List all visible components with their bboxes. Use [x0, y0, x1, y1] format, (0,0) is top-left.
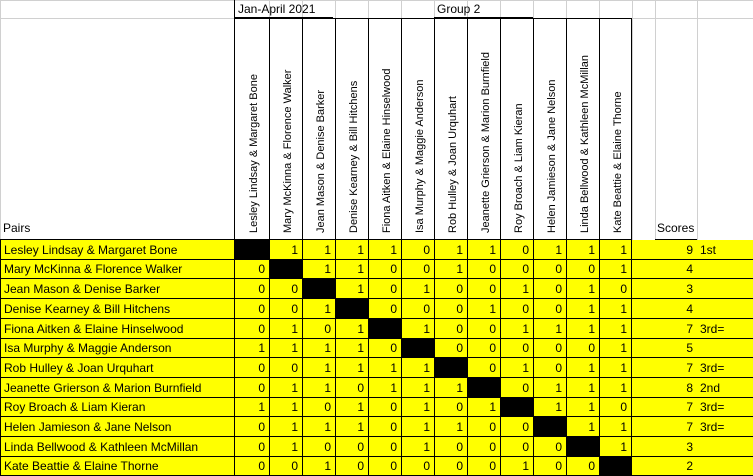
column-header-label: Roy Broach & Liam Kieran — [513, 103, 525, 233]
result-cell: 1 — [401, 417, 434, 437]
result-cell: 1 — [401, 279, 434, 299]
scores-header-label: Scores — [657, 221, 695, 235]
column-header — [467, 18, 500, 240]
pair-name-cell: Lesley Lindsay & Margaret Bone — [0, 240, 234, 260]
result-cell: 1 — [599, 260, 632, 279]
result-cell: 1 — [599, 378, 632, 398]
result-cell: 1 — [467, 240, 500, 260]
result-cell: 1 — [533, 319, 566, 339]
period-label: Jan-April 2021 — [234, 0, 333, 18]
result-cell: 0 — [500, 417, 533, 437]
column-header — [401, 18, 434, 240]
result-cell: 1 — [335, 398, 368, 417]
column-header-label: Helen Jamieson & Jane Nelson — [546, 79, 558, 233]
result-cell: 0 — [269, 358, 302, 378]
result-cell: 0 — [500, 437, 533, 457]
result-cell: 1 — [335, 279, 368, 299]
diagonal-cell — [401, 339, 434, 358]
result-cell: 1 — [302, 339, 335, 358]
rank-cell: 2nd — [697, 378, 753, 398]
result-cell: 0 — [234, 358, 269, 378]
result-cell: 0 — [401, 299, 434, 319]
result-cell: 0 — [368, 417, 401, 437]
column-header — [434, 18, 467, 240]
result-cell: 0 — [599, 398, 632, 417]
result-cell: 0 — [533, 358, 566, 378]
result-cell: 0 — [533, 339, 566, 358]
diagonal-cell — [500, 398, 533, 417]
rank-cell: 3rd= — [697, 398, 753, 417]
result-cell: 0 — [467, 457, 500, 476]
rank-cell — [697, 260, 753, 279]
gridline-horizontal — [0, 0, 753, 1]
result-cell: 1 — [467, 299, 500, 319]
result-cell: 1 — [335, 240, 368, 260]
result-cell: 0 — [401, 457, 434, 476]
result-cell: 1 — [302, 358, 335, 378]
result-cell: 0 — [533, 437, 566, 457]
result-cell: 1 — [302, 457, 335, 476]
result-cell: 0 — [368, 260, 401, 279]
result-cell: 0 — [335, 437, 368, 457]
scores-header — [655, 18, 697, 240]
result-cell: 1 — [335, 319, 368, 339]
result-cell: 0 — [533, 299, 566, 319]
diagonal-cell — [335, 299, 368, 319]
rank-cell: 3rd= — [697, 417, 753, 437]
result-cell: 1 — [335, 339, 368, 358]
rank-cell — [697, 457, 753, 476]
result-cell: 1 — [335, 417, 368, 437]
result-cell: 0 — [434, 457, 467, 476]
result-cell: 1 — [335, 260, 368, 279]
pair-name-cell: Helen Jamieson & Jane Nelson — [0, 417, 234, 437]
rank-cell — [697, 299, 753, 319]
score-cell: 3 — [655, 279, 697, 299]
result-cell: 0 — [368, 457, 401, 476]
result-cell: 0 — [434, 437, 467, 457]
result-cell: 0 — [533, 260, 566, 279]
result-cell: 0 — [500, 339, 533, 358]
result-cell: 0 — [335, 378, 368, 398]
result-cell: 0 — [368, 299, 401, 319]
result-cell: 0 — [467, 260, 500, 279]
spacer-cell — [632, 437, 655, 457]
spacer-cell — [632, 398, 655, 417]
result-cell: 1 — [566, 358, 599, 378]
spacer-cell — [632, 417, 655, 437]
column-header-label: Mary McKinna & Florence Walker — [282, 69, 294, 233]
result-cell: 0 — [401, 240, 434, 260]
column-header-label: Denise Kearney & Bill Hitchens — [348, 80, 360, 233]
result-cell: 0 — [302, 437, 335, 457]
result-cell: 1 — [599, 417, 632, 437]
result-cell: 0 — [566, 339, 599, 358]
result-cell: 0 — [467, 339, 500, 358]
result-cell: 1 — [368, 358, 401, 378]
result-cell: 0 — [500, 240, 533, 260]
result-cell: 0 — [467, 358, 500, 378]
result-cell: 0 — [434, 279, 467, 299]
result-cell: 1 — [566, 299, 599, 319]
result-cell: 1 — [269, 339, 302, 358]
result-cell: 1 — [269, 378, 302, 398]
spacer-cell — [632, 319, 655, 339]
diagonal-cell — [467, 378, 500, 398]
rank-cell: 3rd= — [697, 319, 753, 339]
result-cell: 1 — [566, 378, 599, 398]
score-cell: 2 — [655, 457, 697, 476]
pair-name-cell: Isa Murphy & Maggie Anderson — [0, 339, 234, 358]
result-cell: 1 — [401, 358, 434, 378]
column-header-label: Kate Beattie & Elaine Thorne — [612, 91, 624, 233]
rank-cell — [697, 279, 753, 299]
result-cell: 1 — [599, 319, 632, 339]
result-cell: 0 — [234, 319, 269, 339]
result-cell: 0 — [500, 378, 533, 398]
result-cell: 1 — [566, 319, 599, 339]
pair-name-cell: Kate Beattie & Elaine Thorne — [0, 457, 234, 476]
result-cell: 1 — [434, 417, 467, 437]
result-cell: 0 — [434, 398, 467, 417]
result-cell: 0 — [269, 457, 302, 476]
result-cell: 1 — [500, 358, 533, 378]
group-label: Group 2 — [434, 0, 533, 18]
diagonal-cell — [302, 279, 335, 299]
result-cell: 1 — [269, 240, 302, 260]
rank-cell: 3rd= — [697, 358, 753, 378]
score-cell: 3 — [655, 437, 697, 457]
result-cell: 0 — [234, 299, 269, 319]
result-cell: 1 — [302, 260, 335, 279]
result-cell: 0 — [234, 437, 269, 457]
result-cell: 1 — [401, 319, 434, 339]
spacer-cell — [632, 260, 655, 279]
result-cell: 1 — [566, 398, 599, 417]
result-cell: 1 — [533, 398, 566, 417]
rank-cell: 1st — [697, 240, 753, 260]
diagonal-cell — [434, 358, 467, 378]
spacer-cell — [632, 299, 655, 319]
result-cell: 1 — [599, 299, 632, 319]
rank-cell — [697, 339, 753, 358]
score-cell: 9 — [655, 240, 697, 260]
spacer-cell — [632, 240, 655, 260]
column-header — [335, 18, 368, 240]
pair-name-cell: Fiona Aitken & Elaine Hinselwood — [0, 319, 234, 339]
rank-cell — [697, 437, 753, 457]
spacer-cell — [632, 339, 655, 358]
score-cell: 5 — [655, 339, 697, 358]
pair-name-cell: Roy Broach & Liam Kieran — [0, 398, 234, 417]
result-cell: 1 — [335, 358, 368, 378]
result-cell: 1 — [401, 437, 434, 457]
column-header — [302, 18, 335, 240]
score-cell: 4 — [655, 260, 697, 279]
result-cell: 1 — [566, 279, 599, 299]
score-cell: 7 — [655, 358, 697, 378]
column-header-label: Linda Bellwood & Kathleen McMillan — [579, 55, 591, 233]
score-cell: 7 — [655, 398, 697, 417]
result-cell: 1 — [302, 299, 335, 319]
result-cell: 1 — [269, 417, 302, 437]
result-cell: 1 — [302, 417, 335, 437]
result-cell: 0 — [302, 398, 335, 417]
score-cell: 7 — [655, 417, 697, 437]
result-cell: 1 — [269, 319, 302, 339]
column-header — [566, 18, 599, 240]
result-cell: 0 — [269, 279, 302, 299]
diagonal-cell — [533, 417, 566, 437]
score-cell: 8 — [655, 378, 697, 398]
column-header-label: Jean Mason & Denise Barker — [315, 89, 327, 233]
diagonal-cell — [368, 319, 401, 339]
result-cell: 0 — [234, 279, 269, 299]
column-header — [368, 18, 401, 240]
result-cell: 1 — [434, 260, 467, 279]
result-cell: 0 — [467, 279, 500, 299]
pairs-header-label: Pairs — [3, 221, 31, 235]
result-cell: 1 — [566, 417, 599, 437]
column-header — [234, 18, 269, 240]
result-cell: 1 — [500, 457, 533, 476]
result-cell: 1 — [533, 240, 566, 260]
column-header-label: Jeanette Grierson & Marion Burnfield — [480, 52, 492, 233]
column-header — [533, 18, 566, 240]
result-cell: 0 — [566, 457, 599, 476]
result-cell: 1 — [269, 437, 302, 457]
result-cell: 1 — [500, 319, 533, 339]
column-header-label: Rob Hulley & Joan Urquhart — [447, 96, 459, 233]
spacer-cell — [632, 378, 655, 398]
result-cell: 0 — [533, 457, 566, 476]
column-header — [269, 18, 302, 240]
pair-name-cell: Linda Bellwood & Kathleen McMillan — [0, 437, 234, 457]
result-cell: 0 — [302, 319, 335, 339]
diagonal-cell — [269, 260, 302, 279]
spacer-cell — [632, 358, 655, 378]
result-cell: 1 — [401, 398, 434, 417]
result-cell: 0 — [467, 319, 500, 339]
result-cell: 0 — [566, 260, 599, 279]
diagonal-cell — [234, 240, 269, 260]
result-cell: 0 — [335, 457, 368, 476]
result-cell: 1 — [302, 240, 335, 260]
result-cell: 1 — [434, 240, 467, 260]
spacer-cell — [632, 457, 655, 476]
result-cell: 1 — [467, 398, 500, 417]
column-header — [500, 18, 533, 240]
result-cell: 1 — [234, 398, 269, 417]
pair-name-cell: Jean Mason & Denise Barker — [0, 279, 234, 299]
result-cell: 0 — [368, 279, 401, 299]
pairs-header — [0, 18, 234, 240]
result-cell: 0 — [467, 417, 500, 437]
column-header-label: Fiona Aitken & Elaine Hinselwood — [381, 68, 393, 233]
column-header — [599, 18, 632, 240]
result-cell: 0 — [368, 339, 401, 358]
column-header-label: Isa Murphy & Maggie Anderson — [414, 79, 426, 233]
result-cell: 0 — [368, 437, 401, 457]
result-cell: 1 — [500, 279, 533, 299]
result-cell: 1 — [599, 339, 632, 358]
result-cell: 1 — [599, 437, 632, 457]
result-cell: 0 — [234, 378, 269, 398]
result-cell: 0 — [467, 437, 500, 457]
result-cell: 1 — [269, 398, 302, 417]
result-cell: 0 — [234, 417, 269, 437]
result-cell: 1 — [368, 378, 401, 398]
score-cell: 7 — [655, 319, 697, 339]
result-cell: 0 — [234, 457, 269, 476]
score-cell: 4 — [655, 299, 697, 319]
pair-name-cell: Jeanette Grierson & Marion Burnfield — [0, 378, 234, 398]
result-cell: 0 — [533, 279, 566, 299]
result-cell: 1 — [533, 378, 566, 398]
result-cell: 0 — [401, 260, 434, 279]
result-cell: 1 — [599, 240, 632, 260]
result-cell: 0 — [599, 279, 632, 299]
diagonal-cell — [566, 437, 599, 457]
result-cell: 1 — [434, 378, 467, 398]
column-header-label: Lesley Lindsay & Margaret Bone — [248, 74, 260, 233]
pair-name-cell: Denise Kearney & Bill Hitchens — [0, 299, 234, 319]
result-cell: 0 — [500, 260, 533, 279]
pair-name-cell: Mary McKinna & Florence Walker — [0, 260, 234, 279]
result-cell: 1 — [566, 240, 599, 260]
result-cell: 1 — [368, 240, 401, 260]
diagonal-cell — [599, 457, 632, 476]
result-cell: 0 — [234, 260, 269, 279]
result-cell: 0 — [368, 398, 401, 417]
result-cell: 0 — [434, 339, 467, 358]
result-cell: 1 — [234, 339, 269, 358]
result-cell: 1 — [599, 358, 632, 378]
result-cell: 1 — [401, 378, 434, 398]
result-cell: 0 — [500, 299, 533, 319]
result-cell: 0 — [434, 299, 467, 319]
result-cell: 0 — [269, 299, 302, 319]
result-cell: 1 — [302, 378, 335, 398]
spacer-cell — [632, 279, 655, 299]
result-cell: 0 — [434, 319, 467, 339]
pair-name-cell: Rob Hulley & Joan Urquhart — [0, 358, 234, 378]
